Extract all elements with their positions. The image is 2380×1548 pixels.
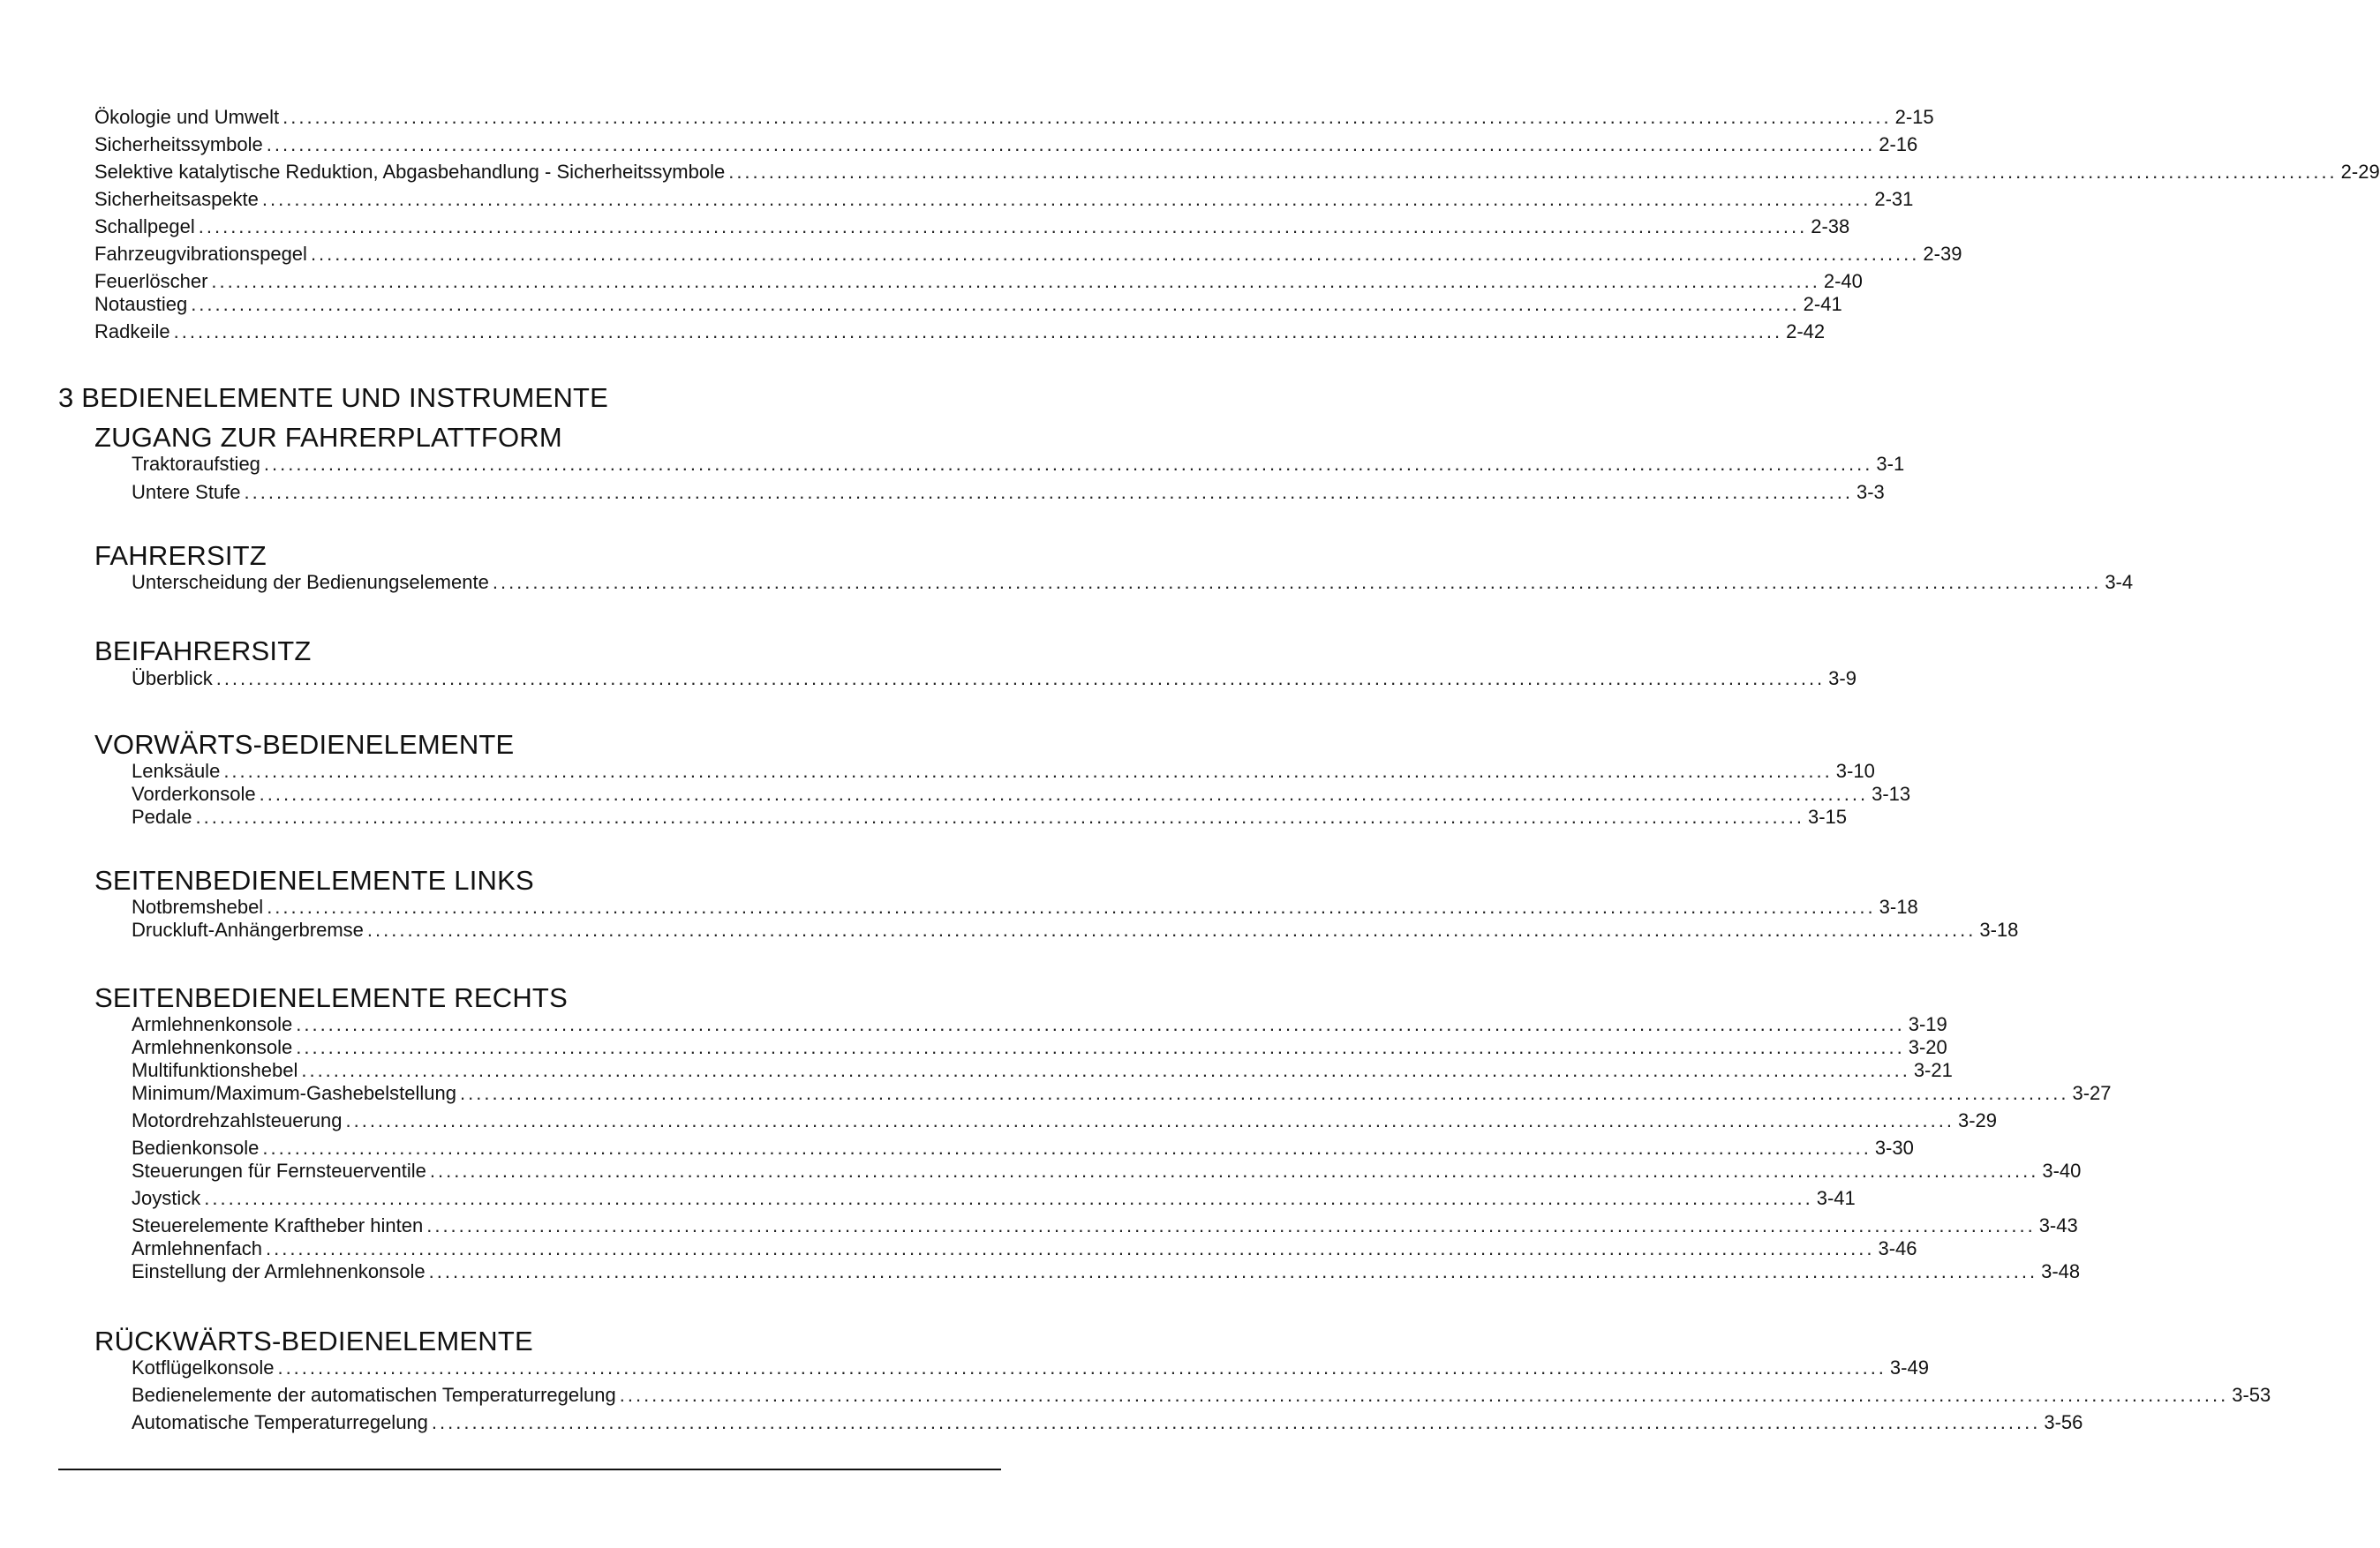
toc-entry-page: 2-29 xyxy=(2340,161,2380,183)
toc-entry[interactable] xyxy=(132,1160,2082,1183)
section-title[interactable]: RÜCKWÄRTS-BEDIENELEMENTE xyxy=(94,1326,533,1356)
toc-entry[interactable] xyxy=(132,760,1875,783)
toc-leader-dots: ........................................................................................................................................................................................................ xyxy=(261,188,1872,210)
toc-entry-title: Motordrehzahlsteuerung xyxy=(132,1109,343,1131)
toc-entry[interactable] xyxy=(132,1137,1914,1160)
toc-entry-title: Lenksäule xyxy=(132,760,221,782)
toc-entry[interactable] xyxy=(94,106,1934,129)
toc-leader-dots: ........................................................................................................................................................................................................ xyxy=(619,1384,2229,1406)
toc-entry-page: 3-30 xyxy=(1874,1137,1914,1159)
toc-entry[interactable] xyxy=(132,481,1885,504)
toc-entry-title: Joystick xyxy=(132,1187,201,1209)
toc-entry[interactable] xyxy=(132,571,2134,594)
toc-leader-dots: ........................................................................................................................................................................................................ xyxy=(259,783,1869,805)
toc-entry-page: 3-56 xyxy=(2044,1411,2083,1433)
toc-entry-page: 2-31 xyxy=(1874,188,1914,210)
toc-leader-dots: ........................................................................................................................................................................................................ xyxy=(429,1160,2039,1182)
toc-entry[interactable] xyxy=(94,133,1918,156)
toc-entry[interactable] xyxy=(94,270,1863,293)
toc-entry-page: 3-20 xyxy=(1908,1036,1947,1058)
toc-entry[interactable] xyxy=(132,1036,1947,1059)
toc-entry-page: 3-27 xyxy=(2072,1082,2112,1104)
toc-leader-dots: ........................................................................................................................................................................................................ xyxy=(296,1036,1905,1058)
toc-leader-dots: ........................................................................................................................................................................................................ xyxy=(277,1356,1887,1379)
toc-entry[interactable] xyxy=(132,1059,1953,1082)
toc-entry-page: 3-15 xyxy=(1807,806,1848,828)
toc-entry-title: Druckluft-Anhängerbremse xyxy=(132,919,364,941)
toc-entry-title: Traktoraufstieg xyxy=(132,453,260,475)
toc-entry-title: Steuerelemente Kraftheber hinten xyxy=(132,1214,424,1236)
toc-entry-page: 2-16 xyxy=(1879,133,1918,155)
toc-leader-dots: ........................................................................................................................................................................................................ xyxy=(215,667,1826,689)
toc-entry[interactable] xyxy=(132,1237,1917,1260)
section-title[interactable]: FAHRERSITZ xyxy=(94,540,267,571)
toc-entry-page: 3-1 xyxy=(1876,453,1905,475)
toc-entry[interactable] xyxy=(132,896,1918,919)
toc-leader-dots: ........................................................................................................................................................................................................ xyxy=(195,806,1804,828)
toc-entry-title: Schallpegel xyxy=(94,215,195,237)
toc-leader-dots: ........................................................................................................................................................................................................ xyxy=(267,896,1876,918)
chapter-title[interactable]: 3 BEDIENELEMENTE UND INSTRUMENTE xyxy=(58,382,609,413)
toc-entry-title: Pedale xyxy=(132,806,192,828)
toc-entry-page: 3-13 xyxy=(1872,783,1911,805)
toc-entry-page: 2-38 xyxy=(1811,215,1850,237)
toc-entry-title: Radkeile xyxy=(94,320,170,342)
toc-leader-dots: ........................................................................................................................................................................................................ xyxy=(211,270,1820,292)
toc-entry-page: 3-49 xyxy=(1889,1356,1929,1379)
toc-entry-page: 2-40 xyxy=(1823,270,1863,292)
toc-entry[interactable] xyxy=(94,188,1914,211)
toc-leader-dots: ........................................................................................................................................................................................................ xyxy=(426,1214,2036,1236)
footer-rule xyxy=(58,1469,1001,1470)
toc-leader-dots: ........................................................................................................................................................................................................ xyxy=(263,453,1873,475)
toc-entry[interactable] xyxy=(132,1187,1856,1210)
toc-entry-page: 2-15 xyxy=(1894,106,1934,128)
toc-entry-title: Vorderkonsole xyxy=(132,783,256,805)
toc-leader-dots: ........................................................................................................................................................................................................ xyxy=(460,1082,2069,1104)
toc-entry-title: Ökologie und Umwelt xyxy=(94,106,280,128)
toc-entry-title: Bedienelemente der automatischen Temperaturregelung xyxy=(132,1384,616,1406)
toc-entry-title: Steuerungen für Fernsteuerventile xyxy=(132,1160,426,1182)
toc-entry-page: 3-19 xyxy=(1908,1013,1947,1035)
toc-leader-dots: ........................................................................................................................................................................................................ xyxy=(345,1109,1954,1131)
toc-entry[interactable] xyxy=(94,243,1962,266)
toc-leader-dots: ........................................................................................................................................................................................................ xyxy=(428,1260,2038,1282)
toc-entry-page: 3-18 xyxy=(1879,896,1918,918)
toc-entry[interactable] xyxy=(132,1356,1929,1379)
toc-leader-dots: ........................................................................................................................................................................................................ xyxy=(301,1059,1910,1081)
toc-leader-dots: ........................................................................................................................................................................................................ xyxy=(296,1013,1905,1035)
toc-entry-title: Sicherheitssymbole xyxy=(94,133,263,155)
toc-leader-dots: ........................................................................................................................................................................................................ xyxy=(282,106,1892,128)
toc-entry-page: 3-40 xyxy=(2042,1160,2082,1182)
toc-entry-title: Kotflügelkonsole xyxy=(132,1356,275,1379)
toc-leader-dots: ........................................................................................................................................................................................................ xyxy=(223,760,1833,782)
toc-entry-title: Fahrzeugvibrationspegel xyxy=(94,243,307,265)
toc-entry-page: 3-53 xyxy=(2232,1384,2271,1406)
toc-entry-title: Feuerlöscher xyxy=(94,270,208,292)
toc-entry[interactable] xyxy=(132,1109,1997,1132)
toc-leader-dots: ........................................................................................................................................................................................................ xyxy=(265,1237,1875,1259)
toc-entry-title: Selektive katalytische Reduktion, Abgasbehandlung - Sicherheitssymbole xyxy=(94,161,726,183)
toc-entry-title: Armlehnenkonsole xyxy=(132,1013,293,1035)
toc-entry[interactable] xyxy=(94,215,1850,238)
section-title[interactable]: BEIFAHRERSITZ xyxy=(94,635,312,666)
toc-leader-dots: ........................................................................................................................................................................................................ xyxy=(310,243,1920,265)
toc-leader-dots: ........................................................................................................................................................................................................ xyxy=(204,1187,1813,1209)
toc-leader-dots: ........................................................................................................................................................................................................ xyxy=(492,571,2102,593)
toc-entry-page: 3-18 xyxy=(1979,919,2019,941)
toc-entry-title: Unterscheidung der Bedienungselemente xyxy=(132,571,489,593)
toc-entry-page: 3-21 xyxy=(1913,1059,1953,1081)
toc-entry[interactable] xyxy=(94,293,1842,316)
toc-entry[interactable] xyxy=(132,783,1911,806)
toc-entry[interactable] xyxy=(132,1082,2112,1105)
toc-entry[interactable] xyxy=(132,1013,1947,1036)
toc-leader-dots: ........................................................................................................................................................................................................ xyxy=(728,161,2338,183)
toc-entry-title: Bedienkonsole xyxy=(132,1137,260,1159)
toc-entry-title: Armlehnenkonsole xyxy=(132,1036,293,1058)
toc-entry-page: 2-42 xyxy=(1786,320,1826,342)
toc-entry-page: 3-48 xyxy=(2041,1260,2081,1282)
toc-entry[interactable] xyxy=(132,667,1857,690)
toc-entry-page: 3-41 xyxy=(1816,1187,1856,1209)
toc-leader-dots: ........................................................................................................................................................................................................ xyxy=(431,1411,2041,1433)
toc-entry[interactable] xyxy=(132,919,2019,942)
section-title[interactable]: SEITENBEDIENELEMENTE RECHTS xyxy=(94,982,568,1013)
toc-entry-title: Sicherheitsaspekte xyxy=(94,188,259,210)
toc-entry[interactable] xyxy=(94,320,1826,343)
toc-entry-title: Notbremshebel xyxy=(132,896,264,918)
toc-entry-title: Armlehnenfach xyxy=(132,1237,262,1259)
toc-entry-page: 3-10 xyxy=(1835,760,1875,782)
toc-entry-title: Untere Stufe xyxy=(132,481,241,503)
toc-entry[interactable] xyxy=(132,1384,2271,1407)
toc-entry-page: 3-9 xyxy=(1828,667,1857,689)
toc-leader-dots: ........................................................................................................................................................................................................ xyxy=(244,481,1853,503)
toc-entry-page: 3-43 xyxy=(2038,1214,2078,1236)
toc-leader-dots: ........................................................................................................................................................................................................ xyxy=(191,293,1800,315)
toc-entry[interactable] xyxy=(132,1260,2081,1283)
toc-entry-title: Einstellung der Armlehnenkonsole xyxy=(132,1260,426,1282)
toc-entry-title: Überblick xyxy=(132,667,213,689)
toc-entry[interactable] xyxy=(132,453,1905,476)
toc-leader-dots: ........................................................................................................................................................................................................ xyxy=(173,320,1783,342)
toc-entry-title: Minimum/Maximum-Gashebelstellung xyxy=(132,1082,457,1104)
toc-entry-page: 2-39 xyxy=(1923,243,1962,265)
toc-entry-page: 3-3 xyxy=(1856,481,1885,503)
toc-entry-title: Notaustieg xyxy=(94,293,188,315)
section-title[interactable]: SEITENBEDIENELEMENTE LINKS xyxy=(94,865,534,896)
toc-entry[interactable] xyxy=(132,1411,2083,1434)
toc-entry-page: 3-46 xyxy=(1878,1237,1917,1259)
toc-entry-title: Multifunktionshebel xyxy=(132,1059,298,1081)
toc-leader-dots: ........................................................................................................................................................................................................ xyxy=(366,919,1977,941)
section-title[interactable]: ZUGANG ZUR FAHRERPLATTFORM xyxy=(94,422,562,453)
toc-entry-page: 3-29 xyxy=(1957,1109,1997,1131)
toc-entry[interactable] xyxy=(132,1214,2078,1237)
toc-entry-page: 3-4 xyxy=(2105,571,2134,593)
toc-leader-dots: ........................................................................................................................................................................................................ xyxy=(198,215,1808,237)
toc-leader-dots: ........................................................................................................................................................................................................ xyxy=(262,1137,1872,1159)
toc-entry-page: 2-41 xyxy=(1803,293,1842,315)
toc-leader-dots: ........................................................................................................................................................................................................ xyxy=(266,133,1876,155)
toc-entry-title: Automatische Temperaturregelung xyxy=(132,1411,428,1433)
toc-entry[interactable] xyxy=(132,806,1848,829)
toc-entry[interactable] xyxy=(94,161,2380,184)
section-title[interactable]: VORWÄRTS-BEDIENELEMENTE xyxy=(94,729,515,760)
